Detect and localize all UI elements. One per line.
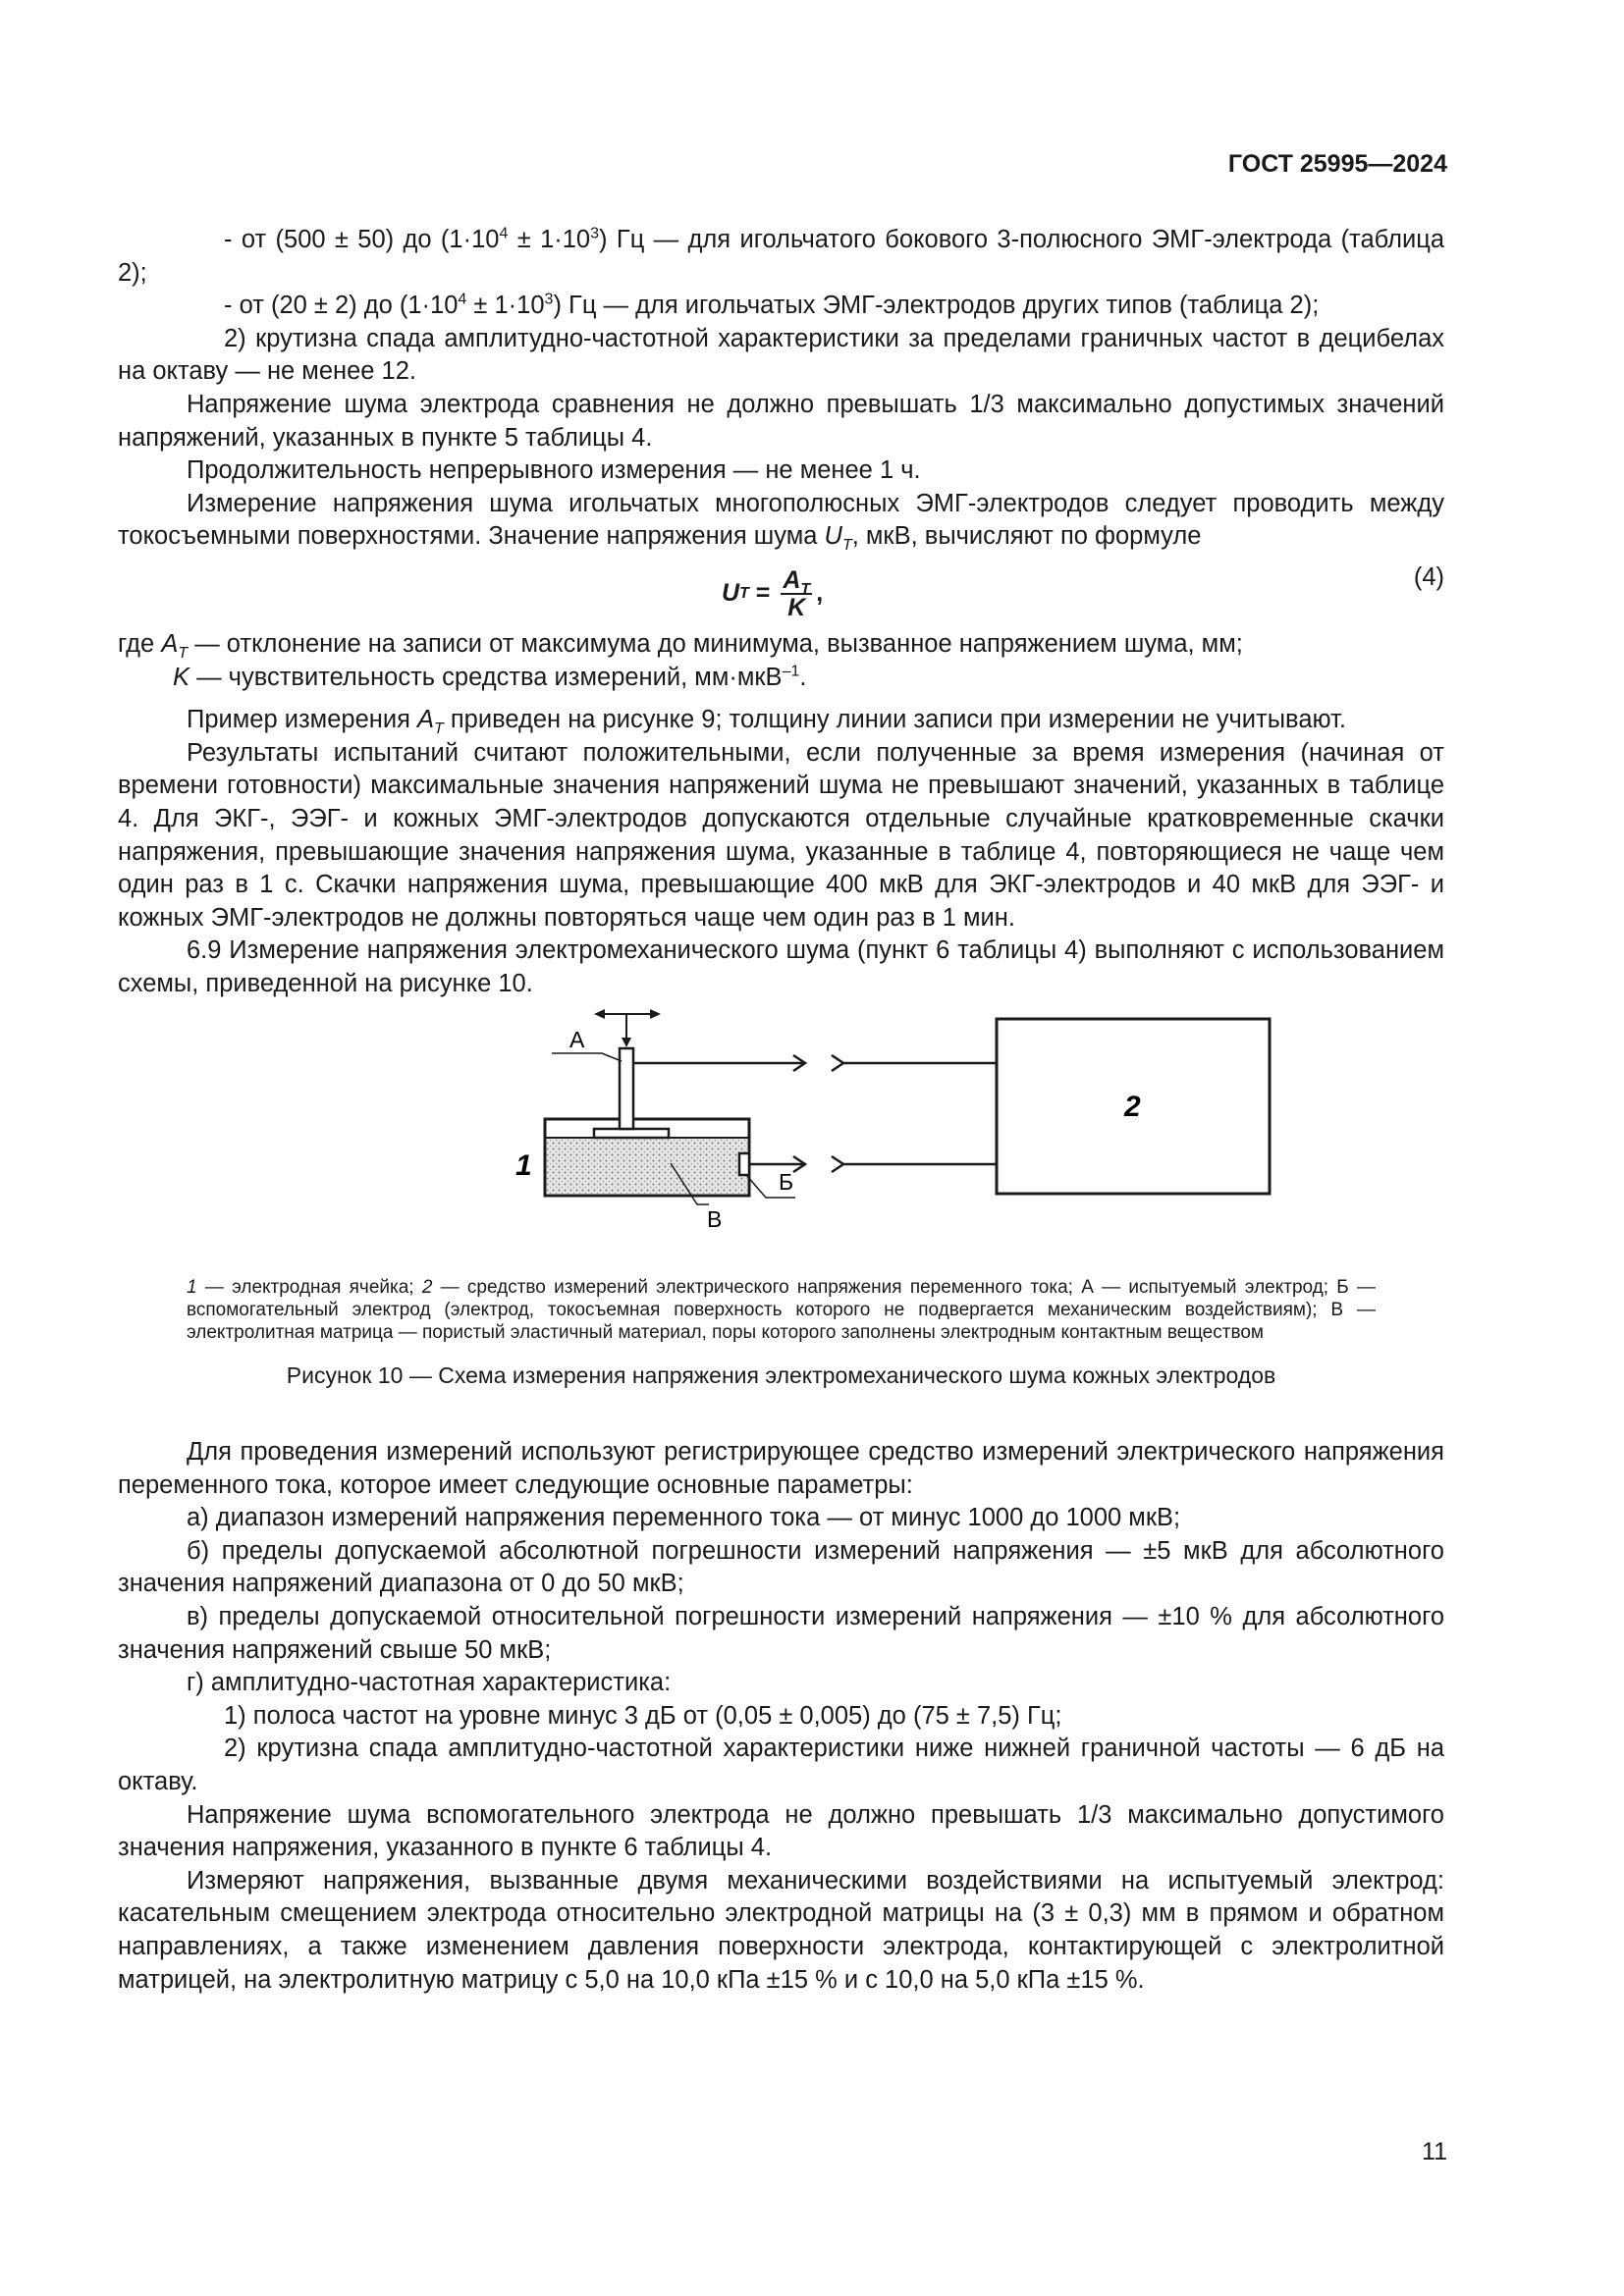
figure-legend bbox=[118, 1276, 1444, 1344]
figure-10-diagram bbox=[393, 1006, 1276, 1276]
text: приведен на рисунке 9; толщину линии записи при измерении не учитывают. bbox=[443, 706, 1346, 734]
formula-comma: , bbox=[816, 579, 824, 608]
figure-caption: Рисунок 10 — Схема измерения напряжения электромеханического шума кожных электродов bbox=[286, 1362, 1276, 1389]
formula-num-sub: T bbox=[800, 580, 811, 598]
text: ) Гц — для игольчатого бокового 3-полюсного ЭМГ-электрода (таблица 2); bbox=[118, 226, 1445, 287]
text: , мкВ, вычисляют по формуле bbox=[851, 522, 1202, 551]
text: - от (20 ± 2) до (1·10 bbox=[224, 292, 459, 320]
formula-numerator bbox=[781, 565, 812, 598]
paragraph: Напряжение шума электрода сравнения не должно превышать 1/3 максимально допустимых значений напряжений, указанных в пункте 5 таблицы 4. bbox=[118, 390, 1444, 452]
label-a: А bbox=[569, 1027, 585, 1053]
label-2: 2 bbox=[1124, 1091, 1141, 1124]
subscript: T bbox=[178, 645, 189, 663]
formula-equals: = bbox=[748, 579, 778, 608]
paragraph: 6.9 Измерение напряжения электромеханического шума (пункт 6 таблицы 4) выполняют с использованием схемы, приведенной на рисунке 10. bbox=[118, 936, 1444, 997]
text: — отклонение на записи от максимума до минимума, вызванное напряжением шума, мм; bbox=[188, 629, 1243, 658]
paragraph: б) пределы допускаемой абсолютной погрешности измерений напряжения — ±5 мкВ для абсолютного значения напряжений диапазона от 0 до 50 мкВ; bbox=[118, 1536, 1444, 1598]
body-text bbox=[118, 224, 1444, 1997]
paragraph-where bbox=[118, 662, 1444, 695]
legend-number: 2 bbox=[421, 1277, 433, 1299]
label-1: 1 bbox=[515, 1149, 532, 1183]
paragraph: Продолжительность непрерывного измерения — не менее 1 ч. bbox=[187, 456, 921, 485]
paragraph bbox=[118, 704, 1444, 737]
paragraph: Результаты испытаний считают положительными, если полученные за время измерения (начиная от времени готовности) максимальные значения напряжений шума не превышают значений, указанных в таблице 4. Для ЭКГ-, ЭЭГ- и кожных ЭМГ-электродов допускаются отдельные случайные кратковременные скачки напряжения, превышающие значения напряжения шума, указанные в таблице 4, повторяющиеся не чаще чем один раз в 1 с. Скачки напряжения шума, превышающие 400 мкВ для ЭКГ-электродов и 40 мкВ для ЭЭГ- и кожных ЭМГ-электродов не должны повторяться чаще чем один раз в 1 мин. bbox=[118, 738, 1444, 932]
paragraph: 2) крутизна спада амплитудно-частотной характеристики ниже нижней граничной частоты — 6 дБ на октаву. bbox=[118, 1735, 1444, 1795]
paragraph-where bbox=[118, 628, 1444, 662]
variable: A bbox=[161, 629, 179, 658]
formula-num-var: A bbox=[783, 565, 801, 594]
formula-body: U T = $\frac{A_T}{K}$ , bbox=[722, 565, 824, 621]
paragraph bbox=[118, 224, 1444, 290]
paragraph: а) диапазон измерений напряжения переменного тока — от минус 1000 до 1000 мкВ; bbox=[187, 1504, 1181, 1532]
variable: A bbox=[416, 706, 434, 734]
paragraph bbox=[118, 290, 1444, 323]
text: — чувствительность средства измерений, мм·мкВ bbox=[189, 663, 783, 691]
formula-denominator: K bbox=[787, 593, 806, 621]
subscript: T bbox=[841, 537, 852, 555]
formula-number: (4) bbox=[1413, 562, 1444, 591]
label-v: В bbox=[707, 1206, 723, 1233]
superscript: –1 bbox=[782, 663, 800, 680]
text: Пример измерения bbox=[187, 706, 417, 734]
text: ± 1·10 bbox=[508, 226, 591, 253]
auxiliary-electrode bbox=[739, 1153, 749, 1175]
text: ) Гц — для игольчатых ЭМГ-электродов других типов (таблица 2); bbox=[553, 292, 1320, 320]
paragraph: Для проведения измерений используют регистрирующее средство измерений электрического напряжения переменного тока, которое имеет следующие основные параметры: bbox=[118, 1438, 1444, 1499]
superscript: 3 bbox=[590, 225, 600, 242]
superscript: 3 bbox=[544, 291, 554, 308]
test-electrode-plate bbox=[594, 1129, 669, 1138]
formula-lhs: U bbox=[722, 579, 740, 608]
superscript: 4 bbox=[499, 225, 509, 242]
legend-number: 1 bbox=[187, 1277, 197, 1299]
paragraph: в) пределы допускаемой относительной погрешности измерений напряжения — ±10 % для абсолютного значения напряжений свыше 50 мкВ; bbox=[118, 1603, 1444, 1664]
legend-text: — средство измерений электрического напряжения переменного тока; А — испытуемый электрод; Б — вспомогательный электрод (электрод, токосъемная поверхность которого не подвергается механическим воздействиям); В — электролитная матрица — пористый эластичный материал, поры которого заполнены электродным контактным веществом bbox=[187, 1277, 1376, 1344]
text: ± 1·10 bbox=[466, 292, 545, 320]
paragraph: Измеряют напряжения, вызванные двумя механическими воздействиями на испытуемый электрод: касательным смещением электрода относительно электродной матрицы на (3 ± 0,3) мм в прямом и обратном направлениях, а также изменением давления поверхности электрода, контактирующей с электролитной матрицей, на электролитную матрицу с 5,0 на 10,0 кПа ±15 % и с 10,0 на 5,0 кПа ±15 %. bbox=[118, 1866, 1444, 1994]
formula-4 bbox=[118, 558, 1444, 628]
paragraph: 2) крутизна спада амплитудно-частотной характеристики за пределами граничных частот в децибелах на октаву — не менее 12. bbox=[118, 324, 1444, 386]
formula-fraction bbox=[781, 567, 812, 620]
variable: U bbox=[824, 522, 842, 551]
paragraph: 1) полоса частот на уровне минус 3 дБ от (0,05 ± 0,005) до (75 ± 7,5) Гц; bbox=[224, 1701, 1062, 1730]
legend-text: — электродная ячейка; bbox=[196, 1277, 422, 1299]
superscript: 4 bbox=[458, 291, 467, 308]
text: где bbox=[118, 629, 162, 658]
label-b: Б bbox=[779, 1169, 794, 1196]
subscript: T bbox=[433, 721, 444, 738]
paragraph bbox=[118, 488, 1444, 554]
electrolyte-matrix bbox=[547, 1138, 747, 1194]
figure-10 bbox=[118, 1006, 1444, 1276]
variable: K bbox=[173, 663, 190, 691]
paragraph: Напряжение шума вспомогательного электрода не должно превышать 1/3 максимально допустимого значения напряжения, указанного в пункте 6 таблицы 4. bbox=[118, 1800, 1444, 1862]
text: - от (500 ± 50) до (1·10 bbox=[224, 226, 500, 253]
text: . bbox=[799, 663, 807, 691]
paragraph: г) амплитудно-частотная характеристика: bbox=[187, 1669, 672, 1697]
document-id: ГОСТ 25995—2024 bbox=[1227, 150, 1447, 178]
page-number: 11 bbox=[1422, 2138, 1447, 2165]
text: Измерение напряжения шума игольчатых многополюсных ЭМГ-электродов следует проводить между токосъемными поверхностями. Значение напряжения шума bbox=[118, 489, 1444, 551]
